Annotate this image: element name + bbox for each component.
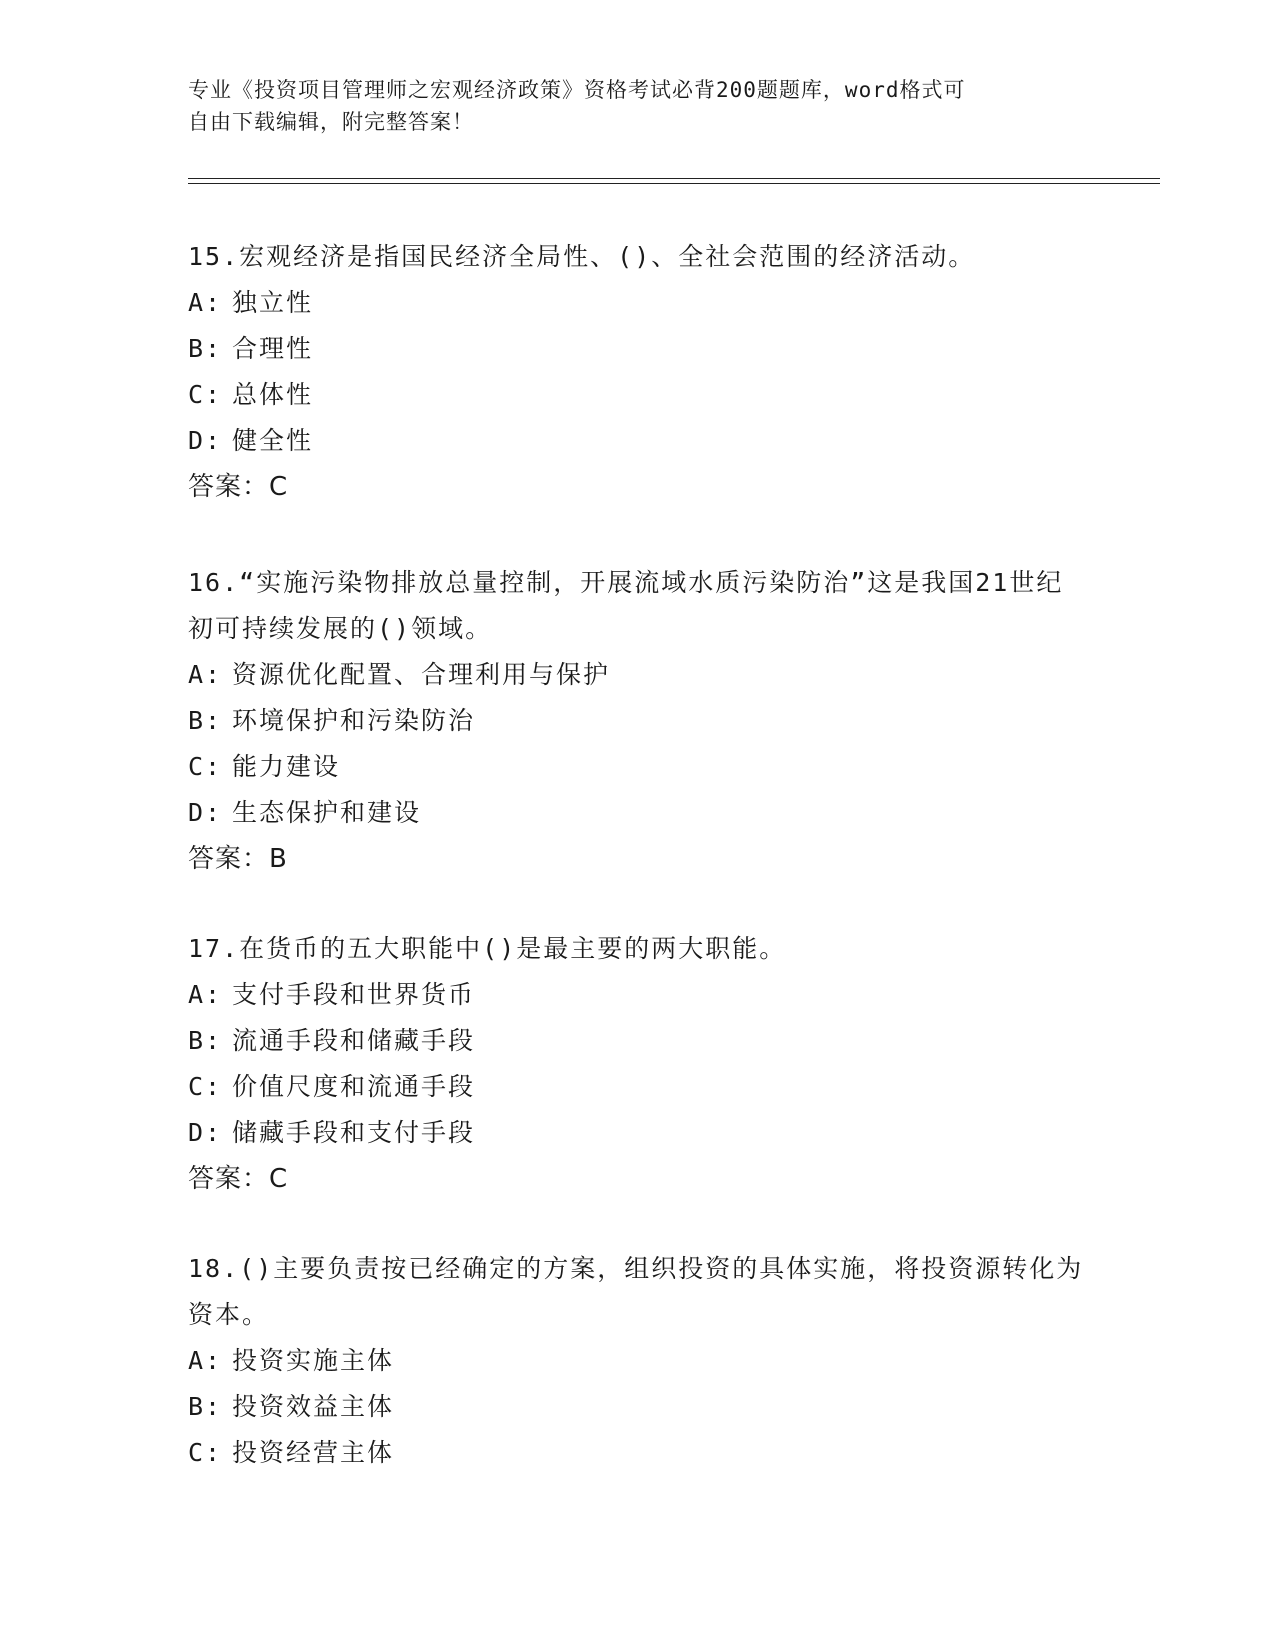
option-letter: D: — [188, 1118, 223, 1147]
answer-label: 答案：C — [188, 472, 289, 502]
option-text: 投资经营主体 — [232, 1438, 395, 1467]
option-b — [188, 698, 1088, 744]
option-text: 资源优化配置、合理利用与保护 — [232, 660, 611, 689]
question-text: 15.宏观经济是指国民经济全局性、()、全社会范围的经济活动。 — [188, 242, 976, 271]
option-c — [188, 372, 1088, 418]
option-text: 投资实施主体 — [232, 1346, 395, 1375]
option-d — [188, 790, 1088, 836]
option-a — [188, 652, 1088, 698]
question-18 — [188, 1246, 1088, 1476]
header-title-line-1: 专业《投资项目管理师之宏观经济政策》资格考试必背200题题库，word格式可 — [188, 78, 966, 102]
header-divider-top — [188, 178, 1160, 179]
option-letter: B: — [188, 1026, 223, 1055]
option-a — [188, 972, 1088, 1018]
option-text: 能力建设 — [232, 752, 341, 781]
option-c — [188, 1430, 1088, 1476]
header-title-line-2: 自由下载编辑，附完整答案！ — [188, 110, 474, 134]
answer-label: 答案：B — [188, 844, 288, 874]
question-text: 16.“实施污染物排放总量控制，开展流域水质污染防治”这是我国21世纪初可持续发展的()领域。 — [188, 568, 1064, 643]
option-text: 生态保护和建设 — [232, 798, 422, 827]
question-text: 17.在货币的五大职能中()是最主要的两大职能。 — [188, 934, 787, 963]
option-letter: C: — [188, 380, 223, 409]
option-text: 合理性 — [232, 334, 314, 363]
option-text: 储藏手段和支付手段 — [232, 1118, 476, 1147]
option-d — [188, 418, 1088, 464]
option-b — [188, 326, 1088, 372]
option-letter: B: — [188, 334, 223, 363]
option-letter: A: — [188, 980, 223, 1009]
option-b — [188, 1018, 1088, 1064]
option-letter: C: — [188, 1072, 223, 1101]
option-letter: D: — [188, 426, 223, 455]
document-header — [188, 74, 1068, 138]
option-c — [188, 1064, 1088, 1110]
option-letter: B: — [188, 706, 223, 735]
option-text: 独立性 — [232, 288, 314, 317]
option-letter: B: — [188, 1392, 223, 1421]
option-letter: D: — [188, 798, 223, 827]
option-a — [188, 1338, 1088, 1384]
header-divider-bottom — [188, 183, 1160, 184]
option-a — [188, 280, 1088, 326]
option-letter: A: — [188, 660, 223, 689]
question-16 — [188, 560, 1088, 882]
option-text: 支付手段和世界货币 — [232, 980, 476, 1009]
option-letter: A: — [188, 288, 223, 317]
question-15 — [188, 234, 1088, 510]
option-letter: A: — [188, 1346, 223, 1375]
answer-label: 答案：C — [188, 1164, 289, 1194]
option-text: 总体性 — [232, 380, 314, 409]
option-b — [188, 1384, 1088, 1430]
question-17 — [188, 926, 1088, 1202]
option-text: 流通手段和储藏手段 — [232, 1026, 476, 1055]
option-d — [188, 1110, 1088, 1156]
option-letter: C: — [188, 752, 223, 781]
option-c — [188, 744, 1088, 790]
option-text: 价值尺度和流通手段 — [232, 1072, 476, 1101]
option-letter: C: — [188, 1438, 223, 1467]
option-text: 投资效益主体 — [232, 1392, 395, 1421]
question-text: 18.()主要负责按已经确定的方案，组织投资的具体实施，将投资源转化为资本。 — [188, 1254, 1084, 1329]
option-text: 环境保护和污染防治 — [232, 706, 476, 735]
option-text: 健全性 — [232, 426, 314, 455]
